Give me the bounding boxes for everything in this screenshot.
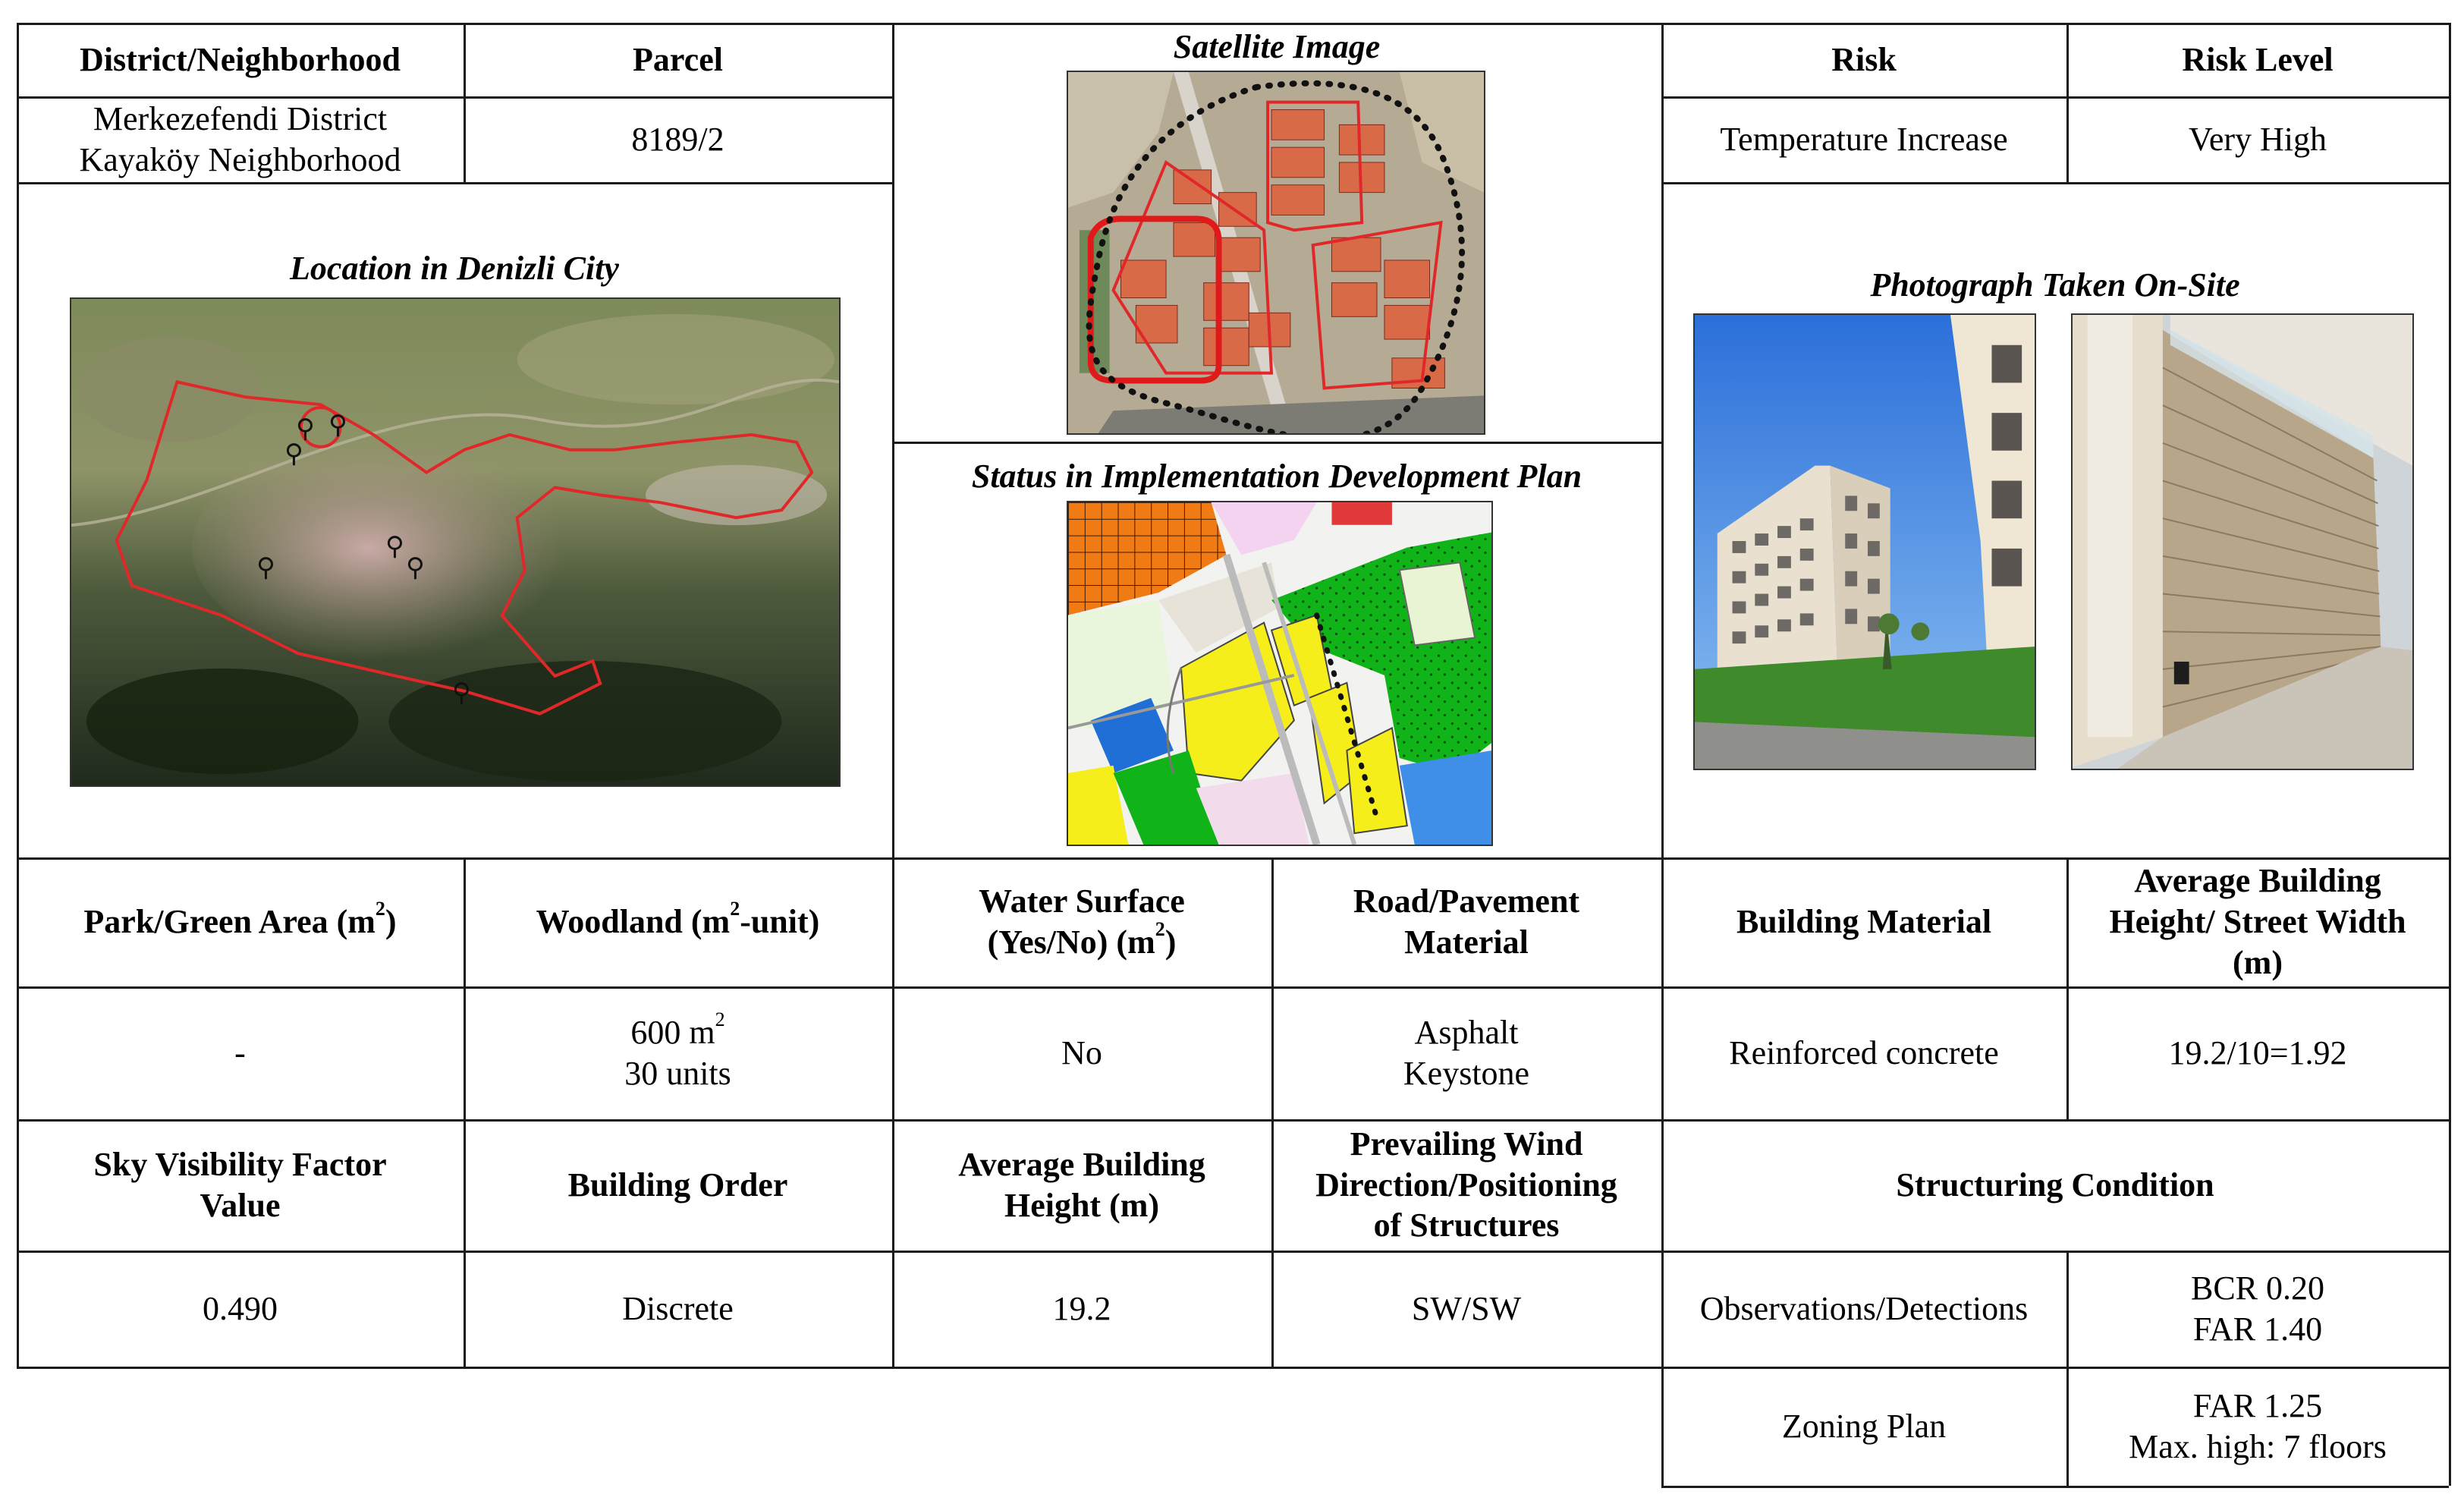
building-material-header: Building Material [1736, 903, 1992, 941]
map-marker-icon: ⚲ [385, 533, 404, 561]
district-header: District/Neighborhood [80, 40, 401, 78]
onsite-photo-wall [2071, 313, 2414, 770]
building-material-value: Reinforced concrete [1729, 1034, 1999, 1071]
road-material-header: Road/Pavement Material [1353, 882, 1580, 961]
park-green-area-header: Park/Green Area $(m^2)$ [83, 898, 397, 941]
park-green-area-value: - [234, 1034, 246, 1071]
observations-label: Observations/Detections [1699, 1289, 2029, 1327]
photo-title: Photograph Taken On-Site [1870, 266, 2240, 304]
height-width-ratio-header: Average Building Height/ Street Width (m) [2109, 862, 2406, 981]
risk-value: Temperature Increase [1720, 120, 2008, 158]
plan-title: Status in Implementation Development Plan [971, 458, 1582, 495]
parcel-value: 8189/2 [631, 120, 724, 158]
average-height-header: Average Building Height (m) [958, 1145, 1205, 1224]
map-marker-icon: ⚲ [328, 411, 347, 439]
parcel-header: Parcel [633, 40, 723, 78]
building-order-value: Discrete [622, 1289, 734, 1327]
city-location-map [70, 297, 841, 787]
onsite-photo-building [1693, 313, 2036, 770]
sky-visibility-header: Sky Visibility Factor Value [93, 1145, 387, 1224]
location-title: Location in Denizli City [290, 250, 619, 287]
water-surface-header: Water Surface (Yes/No) $(m^2)$ [979, 882, 1185, 961]
average-height-value: 19.2 [1052, 1289, 1111, 1327]
woodland-value: 600 $m^2$ 30 units [624, 1008, 731, 1092]
district-value: Merkezefendi District Kayaköy Neighborhood [79, 99, 401, 178]
structuring-condition-header: Structuring Condition [1896, 1166, 2214, 1203]
woodland-header: Woodland $(m^2-unit)$ [536, 898, 820, 941]
building-order-header: Building Order [567, 1166, 788, 1203]
map-marker-icon: ⚲ [452, 679, 471, 707]
map-marker-icon: ⚲ [406, 554, 425, 582]
satellite-image [1067, 71, 1485, 435]
wind-direction-header: Prevailing Wind Direction/Positioning of Structures [1315, 1125, 1617, 1244]
observations-value: BCR 0.20 FAR 1.40 [2190, 1269, 2325, 1348]
height-width-ratio-value: 19.2/10=1.92 [2168, 1034, 2347, 1071]
zoning-plan-label: Zoning Plan [1781, 1407, 1947, 1445]
water-surface-value: No [1061, 1034, 1102, 1071]
road-material-value: Asphalt Keystone [1403, 1013, 1530, 1092]
zoning-plan-value: FAR 1.25 Max. high: 7 floors [2129, 1386, 2387, 1465]
satellite-title: Satellite Image [1173, 28, 1381, 65]
map-marker-icon: ⚲ [296, 415, 315, 443]
risk-header: Risk [1831, 40, 1897, 78]
risk-level-header: Risk Level [2182, 40, 2334, 78]
development-plan-map [1067, 501, 1493, 846]
sky-visibility-value: 0.490 [203, 1289, 278, 1327]
wind-direction-value: SW/SW [1411, 1289, 1522, 1327]
map-marker-icon: ⚲ [256, 554, 275, 582]
map-marker-icon: ⚲ [284, 440, 303, 468]
risk-level-value: Very High [2188, 120, 2327, 158]
